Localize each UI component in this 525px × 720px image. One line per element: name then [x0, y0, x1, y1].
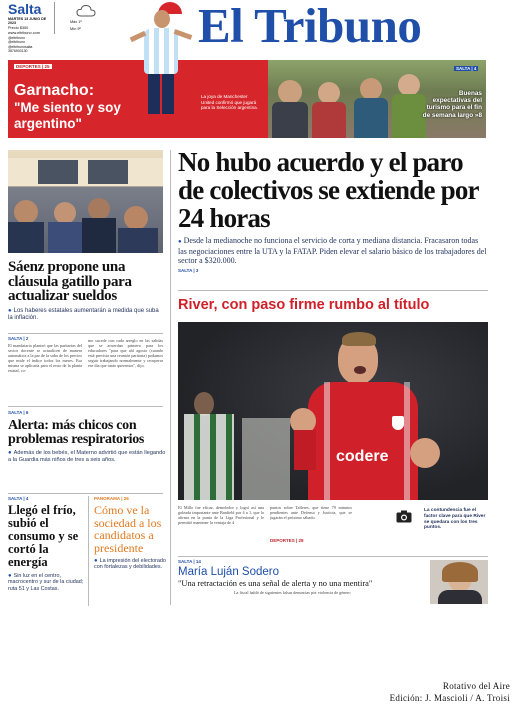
story-headline: Alerta: más chicos con problemas respiratorios	[8, 418, 145, 447]
social-handle: 3876903130	[8, 49, 28, 54]
river-badge-icon	[392, 416, 404, 430]
footer-line-2: Edición: J. Mascioli / A. Troisi	[389, 693, 510, 703]
panorama-story[interactable]	[94, 496, 166, 571]
story-bullet: ● Los haberes estatales aumentarán a medida que suba la inflación.	[8, 308, 163, 322]
edition-city: Salta	[8, 1, 42, 17]
section-tag: SALTA | 4	[456, 66, 477, 71]
alerta-story[interactable]	[8, 410, 166, 463]
banner-quote: "Me siento y soy argentino"	[14, 100, 121, 131]
sodero-name: María Luján Sodero	[178, 566, 280, 578]
saenz-story[interactable]	[8, 260, 163, 322]
river-photo-caption: La contundencia fue el factor clave para que River se quedara con los tres puntos.	[424, 508, 486, 531]
tourism-photo[interactable]	[268, 60, 486, 138]
story-bullet: ● La impresión del electorado con fortalezas y debilidades.	[94, 558, 166, 571]
camera-icon	[396, 510, 412, 523]
section-tag: DEPORTES | 28	[270, 538, 304, 543]
story-body-col2: mo sucede con cada arreglo en las salidas que se acuerdan primero para los educadores "para que ahí agosto (cuando está prevista una reunión paritaria) podamos seguir trabajando normalmente y recuperar ese día que tanto queremos", dijo.	[88, 338, 163, 368]
section-tag: DEPORTES | 25	[16, 64, 50, 69]
story-bullet: ● Sin luz en el centro, macrocentro y sur de la ciudad; ruta 51 y Las Costas.	[8, 573, 84, 592]
river-photo[interactable]	[178, 322, 488, 500]
story-headline: Cómo ve la sociedad a los candidatos a presidente	[94, 503, 162, 555]
masthead	[8, 0, 488, 52]
tourism-headline	[422, 90, 482, 119]
social-handle: @eltribunosalta	[8, 44, 33, 49]
social-handle: @eltribuno	[8, 40, 25, 45]
section-tag: SALTA | 4	[8, 496, 29, 501]
sodero-quote: "Una retractación es una señal de alerta y no una mentira"	[178, 579, 373, 588]
social-handle: @eltribuno	[8, 36, 25, 40]
section-tag: SALTA | 2	[8, 336, 29, 341]
sodero-photo[interactable]	[430, 560, 488, 604]
footer-line-1: Rotativo del Aire	[442, 681, 510, 691]
section-tag: SALTA | 6	[8, 410, 29, 415]
sodero-sub: La fiscal habló de siguientes falsas denuncias por violencia de género	[234, 590, 351, 595]
section-tag: PANORAMA | 26	[94, 496, 129, 501]
story-headline: Llegó el frío, subió el consumo y se cortó la energía	[8, 503, 79, 569]
river-body-col2: puntos sobre Talleres, que tiene 79 minutos pendientes ante Defensa y Justicia, que se jugarán el próximo sábado.	[270, 505, 352, 520]
jersey-sponsor: codere	[336, 448, 389, 465]
banner-caption: La joya de Manchester United confirmó que jugará para la Selección argentina.	[201, 94, 258, 111]
main-headline: No hubo acuerdo y el paro de colectivos se extiende por 24 horas	[178, 147, 479, 233]
weather-min: Mín 9º	[70, 27, 81, 31]
students-photo[interactable]	[8, 150, 163, 253]
story-body-col1: El mandatario planteó que las paritarias del sector docente se actualicen de manera automática a la par de la suba de los precios que mide el índice todos los meses. Esa misma se aplicaría para el resto de la planta estatal, co-	[8, 343, 82, 373]
story-bullet: ● Además de los bebés, el Materno advirtió que están llegando a la Guardia más niños de tres a seis años.	[8, 450, 166, 463]
logo: El Tribuno	[198, 0, 422, 53]
river-body-col1: El Millo fue eficaz, demoledor y logró así una goleada importante ante Banfield por 4 a 1, que lo afirma en la punta de la Liga Profesional y le permitió mantener la ventaja de 4	[178, 505, 264, 525]
sodero-story[interactable]	[178, 559, 428, 595]
weather-max: Máx 1º	[70, 20, 82, 24]
edition-date: MARTES 13 JUNIO DE 2023	[8, 17, 47, 25]
player-photo	[128, 2, 193, 138]
story-headline: Sáenz propone una cláusula gatillo para actualizar sueldos	[8, 259, 132, 304]
page-ref: »8	[474, 111, 482, 119]
main-bullet: ● Desde la medianoche no funciona el servicio de corta y mediana distancia. Fracasaron todas las negociaciones entre la UTA y la FATAP. Piden elevar el salario básico de los trabajadores del sector a $320.000.	[178, 236, 488, 265]
section-tag: SALTA | 14	[178, 559, 201, 564]
cloud-icon	[76, 4, 96, 18]
river-headline[interactable]: River, con paso firme rumbo al título	[178, 297, 430, 313]
main-story[interactable]	[178, 148, 488, 273]
tourism-headline-text: Buenas expectativas del turismo para el fin de semana largo	[422, 90, 482, 119]
section-tag: SALTA | 3	[178, 268, 199, 273]
social-handles	[8, 36, 32, 54]
footer-credits	[300, 680, 510, 704]
edition-price: Precio $350	[8, 26, 29, 30]
banner-garnacho[interactable]	[8, 60, 268, 138]
frio-story[interactable]	[8, 496, 84, 592]
banner-name: Garnacho:	[14, 82, 95, 99]
edition-site: www.eltribuno.com	[8, 31, 40, 35]
